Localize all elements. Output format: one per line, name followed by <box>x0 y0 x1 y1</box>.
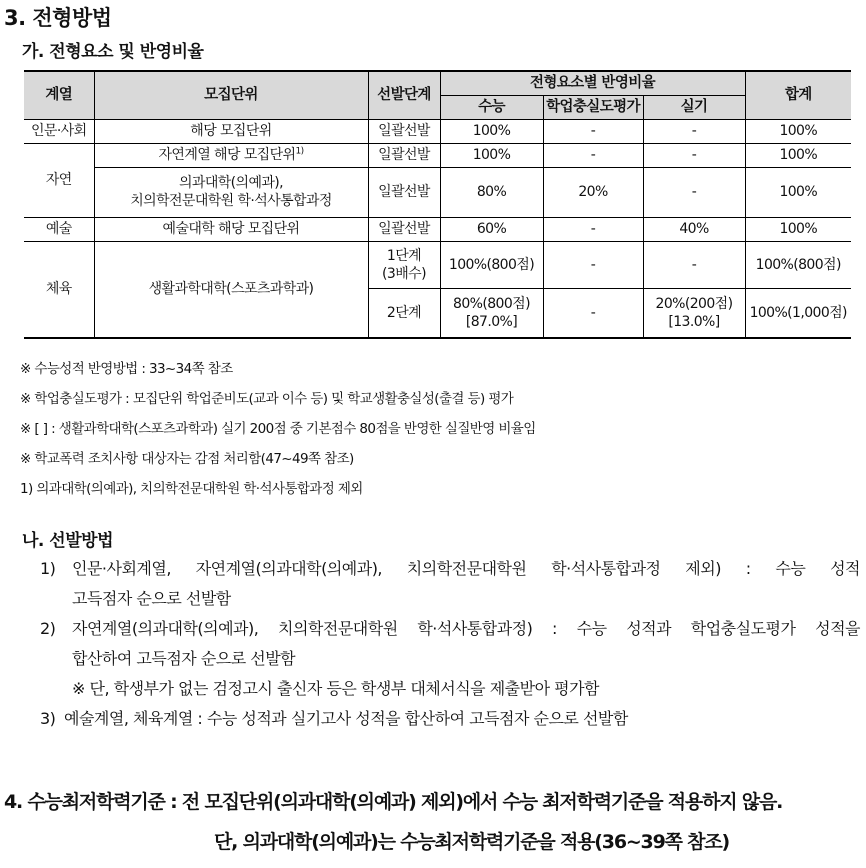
list-item-continuation <box>40 584 860 614</box>
note-item: ※ 수능성적 반영방법 : 33~34쪽 참조 <box>20 361 233 377</box>
stage-line: 1단계 <box>386 247 422 264</box>
cell-gyeyeol: 체육 <box>24 241 94 338</box>
suneung-line: 80%(800점) <box>453 295 530 312</box>
cell-silgi <box>643 288 745 338</box>
cell-silgi: - <box>643 241 745 288</box>
cell-hakup: - <box>543 241 643 288</box>
item-number: 2) <box>40 619 56 638</box>
note-item: ※ 학업충실도평가 : 모집단위 학업준비도(교과 이수 등) 및 학교생활충실성(출결 등) 평가 <box>20 391 514 407</box>
cell-gyeyeol: 인문·사회 <box>24 119 94 143</box>
note-item: ※ 학교폭력 조치사항 대상자는 감점 처리함(47~49쪽 참조) <box>20 451 354 467</box>
cell-unit <box>94 167 368 217</box>
cell-suneung: 80% <box>440 167 543 217</box>
cell-total: 100% <box>745 143 851 167</box>
selection-ratio-table <box>24 70 851 339</box>
header-suneung: 수능 <box>440 95 543 119</box>
cell-suneung: 100%(800점) <box>440 241 543 288</box>
cell-silgi: - <box>643 119 745 143</box>
header-stage: 선발단계 <box>368 71 440 119</box>
cell-hakup: - <box>543 217 643 241</box>
item-text: 자연계열(의과대학(의예과), 치의학전문대학원 학·석사통합과정) : 수능 성적과 학업충실도평가 성적을 <box>72 619 860 638</box>
footnote-marker: 1) <box>295 146 304 157</box>
header-unit: 모집단위 <box>94 71 368 119</box>
cell-stage: 2단계 <box>368 288 440 338</box>
table-row <box>24 241 851 288</box>
table-row <box>24 217 851 241</box>
note-item: ※ [ ] : 생활과학대학(스포츠과학과) 실기 200점 중 기본점수 80점을 반영한 실질반영 비율임 <box>20 421 536 437</box>
table-row <box>24 167 851 217</box>
stage-line: (3배수) <box>382 265 426 282</box>
header-total: 합계 <box>745 71 851 119</box>
silgi-line: [13.0%] <box>668 313 720 330</box>
list-item-continuation <box>40 644 860 674</box>
header-gyeyeol: 계열 <box>24 71 94 119</box>
cell-unit: 생활과학대학(스포츠과학과) <box>94 241 368 338</box>
cell-silgi: - <box>643 167 745 217</box>
header-hakup: 학업충실도평가 <box>543 95 643 119</box>
cell-total: 100%(1,000점) <box>745 288 851 338</box>
section-3-heading: 3. 전형방법 <box>4 6 112 30</box>
table-header-row <box>24 71 851 95</box>
list-item <box>40 704 860 734</box>
item-number: 3) <box>40 709 56 728</box>
cell-hakup: - <box>543 288 643 338</box>
item-text: 인문·사회계열, 자연계열(의과대학(의예과), 치의학전문대학원 학·석사통합과정 제외) : 수능 성적 <box>72 559 860 578</box>
cell-silgi: - <box>643 143 745 167</box>
subsection-na-heading: 나. 선발방법 <box>22 531 113 551</box>
cell-unit: 해당 모집단위 <box>94 119 368 143</box>
list-item <box>40 554 860 584</box>
cell-total: 100% <box>745 167 851 217</box>
selection-method-list <box>40 554 860 734</box>
item-note: ※ 단, 학생부가 없는 검정고시 출신자 등은 학생부 대체서식을 제출받아 평가함 <box>72 679 599 698</box>
unit-text: 자연계열 해당 모집단위 <box>158 147 296 163</box>
unit-line: 치의학전문대학원 학·석사통합과정 <box>130 193 332 209</box>
item-text: 예술계열, 체육계열 : 수능 성적과 실기고사 성적을 합산하여 고득점자 순으로 선발함 <box>64 709 628 728</box>
item-text: 고득점자 순으로 선발함 <box>72 589 231 608</box>
cell-stage: 일괄선발 <box>368 217 440 241</box>
item-text: 합산하여 고득점자 순으로 선발함 <box>72 649 296 668</box>
cell-stage: 일괄선발 <box>368 119 440 143</box>
section-4-heading-line2: 단, 의과대학(의예과)는 수능최저학력기준을 적용(36~39쪽 참조) <box>214 831 729 853</box>
item-number: 1) <box>40 559 56 578</box>
header-ratio-group: 전형요소별 반영비율 <box>440 71 745 95</box>
list-item-note <box>40 674 860 704</box>
cell-suneung <box>440 288 543 338</box>
cell-stage <box>368 241 440 288</box>
cell-gyeyeol: 예술 <box>24 217 94 241</box>
cell-hakup: - <box>543 119 643 143</box>
cell-total: 100%(800점) <box>745 241 851 288</box>
cell-hakup: 20% <box>543 167 643 217</box>
suneung-line: [87.0%] <box>465 313 518 330</box>
list-item <box>40 614 860 644</box>
header-silgi: 실기 <box>643 95 745 119</box>
silgi-line: 20%(200점) <box>655 295 733 312</box>
note-item: 1) 의과대학(의예과), 치의학전문대학원 학·석사통합과정 제외 <box>20 481 363 497</box>
cell-unit <box>94 143 368 167</box>
section-4-heading: 4. 수능최저학력기준 : 전 모집단위(의과대학(의예과) 제외)에서 수능 최저학력기준을 적용하지 않음. <box>4 791 783 813</box>
table-row <box>24 119 851 143</box>
table-row <box>24 143 851 167</box>
cell-suneung: 100% <box>440 143 543 167</box>
cell-suneung: 100% <box>440 119 543 143</box>
subsection-ga-heading: 가. 전형요소 및 반영비율 <box>22 42 204 62</box>
cell-stage: 일괄선발 <box>368 167 440 217</box>
cell-total: 100% <box>745 217 851 241</box>
cell-unit: 예술대학 해당 모집단위 <box>94 217 368 241</box>
cell-gyeyeol: 자연 <box>24 143 94 217</box>
cell-total: 100% <box>745 119 851 143</box>
table-notes <box>20 354 536 504</box>
unit-line: 의과대학(의예과), <box>178 175 284 191</box>
cell-silgi: 40% <box>643 217 745 241</box>
cell-suneung: 60% <box>440 217 543 241</box>
cell-stage: 일괄선발 <box>368 143 440 167</box>
cell-hakup: - <box>543 143 643 167</box>
